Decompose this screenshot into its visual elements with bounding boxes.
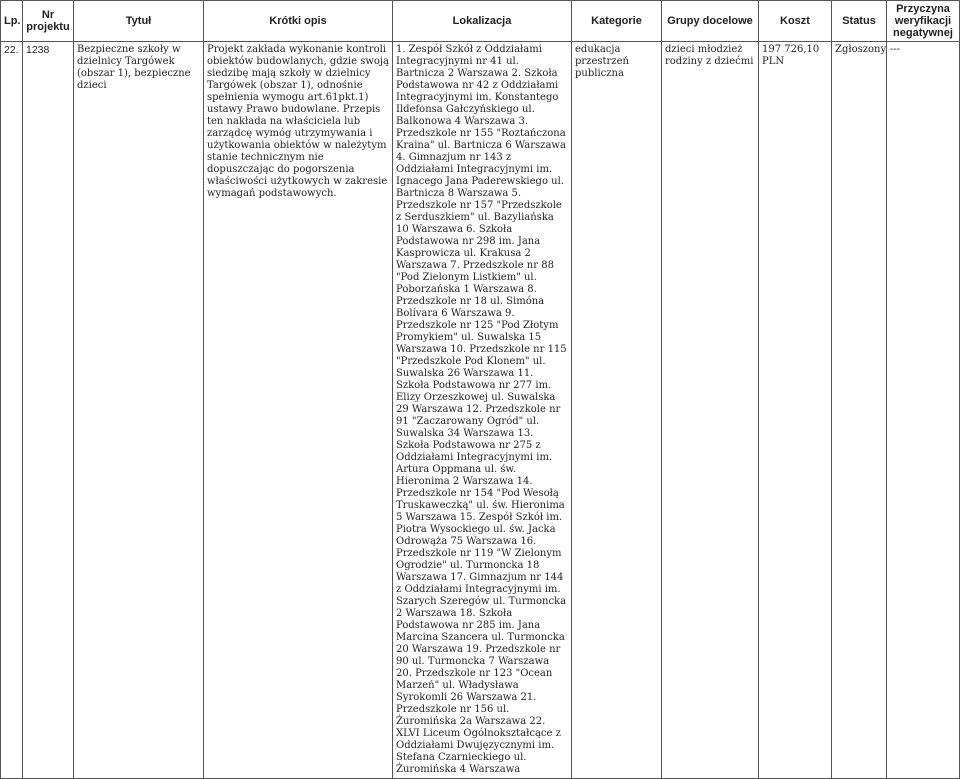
header-cost: Koszt <box>759 1 832 42</box>
header-description: Krótki opis <box>204 1 393 42</box>
cell-project-number: 1238 <box>23 42 74 779</box>
header-negative-reason: Przyczyna weryfikacji negatywnej <box>887 1 960 42</box>
cell-target-groups: dzieci młodzież rodziny z dziećmi <box>662 42 759 779</box>
header-row <box>1 1 960 42</box>
header-status: Status <box>832 1 887 42</box>
table-row <box>1 42 960 779</box>
cell-status: Zgłoszony <box>832 42 887 779</box>
header-nr: Nr projektu <box>23 1 74 42</box>
header-title: Tytuł <box>74 1 204 42</box>
cell-title: Bezpieczne szkoły w dzielnicy Targówek (obszar 1), bezpieczne dzieci <box>74 42 204 779</box>
header-lp: Lp. <box>1 1 23 42</box>
cell-location: 1. Zespół Szkół z Oddziałami Integracyjnymi nr 41 ul. Bartnicza 2 Warszawa 2. Szkoła Podstawowa nr 42 z Oddziałami Integracyjnymi im. Konstantego Ildefonsa Gałczyńskiego ul. Balkonowa 4 Warszawa 3. Przedszkole nr 155 "Roztańczona Kraina" ul. Bartnicza 6 Warszawa 4. Gimnazjum nr 143 z Oddziałami Integracyjnymi im. Ignacego Jana Paderewskiego ul. Bartnicza 8 Warszawa 5. Przedszkole nr 157 "Przedszkole z Serduszkiem" ul. Bazyliańska 10 Warszawa 6. Szkoła Podstawowa nr 298 im. Jana Kasprowicza ul. Krakusa 2 Warszawa 7. Przedszkole nr 88 "Pod Zielonym Listkiem" ul. Poborzańska 1 Warszawa 8. Przedszkole nr 18 ul. Simóna Bolívara 6 Warszawa 9. Przedszkole nr 125 "Pod Złotym Promykiem" ul. Suwalska 15 Warszawa 10. Przedszkole nr 115 "Przedszkole Pod Klonem" ul. Suwalska 26 Warszawa 11. Szkoła Podstawowa nr 277 im. Elizy Orzeszkowej ul. Suwalska 29 Warszawa 12. Przedszkole nr 91 "Zaczarowany Ogród" ul. Suwalska 34 Warszawa 13. Szkoła Podstawowa nr 275 z Oddziałami Integracyjnymi im. Artura Oppmana ul. św. Hieronima 2 Warszawa 14. Przedszkole nr 154 "Pod Wesołą Truskaweczką" ul. św. Hieronima 5 Warszawa 15. Zespół Szkół im. Piotra Wysockiego ul. św. Jacka Odrowąża 75 Warszawa 16. Przedszkole nr 119 "W Zielonym Ogrodzie" ul. Turmoncka 18 Warszawa 17. Gimnazjum nr 144 z Oddziałami Integracyjnymi im. Szarych Szeregów ul. Turmoncka 2 Warszawa 18. Szkoła Podstawowa nr 285 im. Jana Marcina Szancera ul. Turmoncka 20 Warszawa 19. Przedszkole nr 90 ul. Turmoncka 7 Warszawa 20. Przedszkole nr 123 "Ocean Marzeń" ul. Władysława Syrokomli 26 Warszawa 21. Przedszkole nr 156 ul. Żuromińska 2a Warszawa 22. XLVI Liceum Ogólnokształcące z Oddziałami Dwujęzycznymi im. Stefana Czarnieckiego ul. Żuromińska 4 Warszawa <box>393 42 572 779</box>
header-location: Lokalizacja <box>393 1 572 42</box>
cell-negative-reason: --- <box>887 42 960 779</box>
cell-lp: 22. <box>1 42 23 779</box>
cell-categories: edukacja przestrzeń publiczna <box>572 42 662 779</box>
header-target-groups: Grupy docelowe <box>662 1 759 42</box>
header-categories: Kategorie <box>572 1 662 42</box>
cell-cost: 197 726,10 PLN <box>759 42 832 779</box>
cell-description: Projekt zakłada wykonanie kontroli obiektów budowlanych, gdzie swoją siedzibę mają szkoły w dzielnicy Targówek (obszar 1), odnośnie spełnienia wymogu art.61pkt.1) ustawy Prawo budowlane. Przepis ten nakłada na właściciela lub zarządcę wymóg utrzymywania i użytkowania obiektów w należytym stanie technicznym nie dopuszczając do pogorszenia właściwości użytkowych w zakresie wymagań podstawowych. <box>204 42 393 779</box>
